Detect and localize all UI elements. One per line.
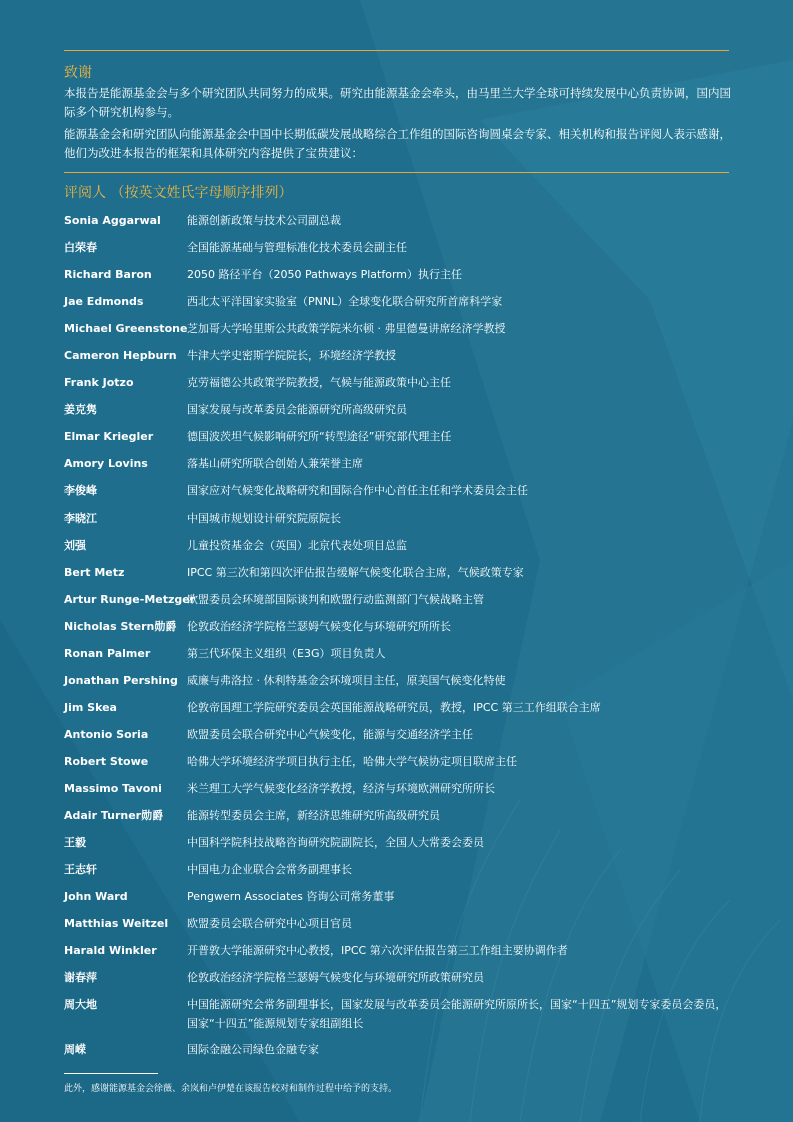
- reviewer-name: Adair Turner勋爵: [64, 809, 164, 823]
- reviewer-row: [64, 536, 732, 563]
- reviewer-title: 中国电力企业联合会常务副理事长: [187, 863, 352, 877]
- reviewer-row: [64, 968, 732, 995]
- reviewer-name: 李晓江: [64, 511, 97, 525]
- footnote-divider: [64, 1073, 158, 1074]
- reviewer-title: 第三代环保主义组织（E3G）项目负责人: [187, 646, 386, 660]
- reviewer-name: 周大地: [64, 998, 97, 1012]
- reviewer-name: Harald Winkler: [64, 944, 157, 958]
- reviewer-row: [64, 806, 732, 833]
- reviewer-list: [64, 211, 732, 1067]
- reviewers-heading: 评阅人 （按英文姓氏字母顺序排列）: [64, 185, 293, 201]
- reviewer-row: [64, 1040, 732, 1067]
- reviewer-title: 伦敦帝国理工学院研究委员会英国能源战略研究员，教授，IPCC 第三工作组联合主席: [187, 700, 601, 714]
- reviewer-name: 姜克隽: [64, 403, 97, 417]
- reviewer-row: [64, 319, 732, 346]
- reviewer-title: 开普敦大学能源研究中心教授，IPCC 第六次评估报告第三工作组主要协调作者: [187, 944, 568, 958]
- reviewer-title: 国家应对气候变化战略研究和国际合作中心首任主任和学术委员会主任: [187, 484, 528, 498]
- reviewer-title: 落基山研究所联合创始人兼荣誉主席: [187, 457, 363, 471]
- reviewer-row: [64, 617, 732, 644]
- reviewer-title: 欧盟委员会环境部国际谈判和欧盟行动监测部门气候战略主管: [187, 592, 484, 606]
- reviewer-row: [64, 941, 732, 968]
- reviewer-title: 米兰理工大学气候变化经济学教授，经济与环境欧洲研究所所长: [187, 781, 495, 795]
- reviewer-title: 克劳福德公共政策学院教授，气候与能源政策中心主任: [187, 376, 451, 390]
- reviewer-row: [64, 725, 732, 752]
- reviewer-name: Jae Edmonds: [64, 295, 144, 309]
- reviewer-name: 谢春萍: [64, 971, 97, 985]
- reviewer-row: [64, 698, 732, 725]
- reviewer-row: [64, 833, 732, 860]
- reviewer-row: [64, 779, 732, 806]
- reviewer-title: 伦敦政治经济学院格兰瑟姆气候变化与环境研究所政策研究员: [187, 971, 484, 985]
- reviewer-name: Antonio Soria: [64, 727, 149, 741]
- reviewer-row: [64, 860, 732, 887]
- reviewer-title: 欧盟委员会联合研究中心项目官员: [187, 917, 352, 931]
- reviewer-title: 全国能源基础与管理标准化技术委员会副主任: [187, 241, 407, 255]
- reviewer-row: [64, 481, 732, 508]
- reviewer-title: 中国科学院科技战略咨询研究院副院长，全国人大常委会委员: [187, 836, 484, 850]
- reviewer-name: 王志轩: [64, 863, 97, 877]
- reviewer-row: [64, 563, 732, 590]
- reviewer-title: 中国能源研究会常务副理事长，国家发展与改革委员会能源研究所原所长，国家“十四五”规划专家委员会委员，国家“十四五”能源规划专家组副组长: [187, 998, 727, 1031]
- reviewer-row: [64, 373, 732, 400]
- reviewer-row: [64, 346, 732, 373]
- reviewer-title: 牛津大学史密斯学院院长，环境经济学教授: [187, 349, 396, 363]
- reviewer-name: Nicholas Stern勋爵: [64, 619, 177, 633]
- reviewer-title: 威廉与弗洛拉 · 休利特基金会环境项目主任，原美国气候变化特使: [187, 673, 506, 687]
- reviewer-row: [64, 590, 732, 617]
- reviewer-name: Matthias Weitzel: [64, 917, 169, 931]
- acknowledgement-paragraph-1: 本报告是能源基金会与多个研究团队共同努力的成果。研究由能源基金会牵头，由马里兰大学全球可持续发展中心负责协调，国内国际多个研究机构参与。: [64, 86, 731, 119]
- reviewer-title: 能源创新政策与技术公司副总裁: [187, 214, 341, 227]
- reviewer-row: [64, 644, 732, 671]
- reviewer-title: 能源转型委员会主席，新经济思维研究所高级研究员: [187, 809, 440, 823]
- reviewer-name: Artur Runge-Metzger: [64, 592, 196, 606]
- reviewer-row: [64, 671, 732, 698]
- reviewer-name: Amory Lovins: [64, 457, 148, 471]
- reviewer-name: Cameron Hepburn: [64, 349, 177, 363]
- reviewer-row: [64, 914, 732, 941]
- reviewer-row: [64, 238, 732, 265]
- reviewer-name: 刘强: [64, 538, 86, 552]
- reviewer-name: Robert Stowe: [64, 754, 149, 768]
- reviewer-name: Frank Jotzo: [64, 376, 134, 390]
- reviewer-title: 芝加哥大学哈里斯公共政策学院米尔顿 · 弗里德曼讲席经济学教授: [187, 322, 506, 336]
- reviewer-title: 哈佛大学环境经济学项目执行主任，哈佛大学气候协定项目联席主任: [187, 754, 517, 768]
- reviewer-row: [64, 752, 732, 779]
- reviewer-title: Pengwern Associates 咨询公司常务董事: [187, 890, 395, 904]
- reviewer-name: Sonia Aggarwal: [64, 214, 161, 227]
- reviewer-title: 国家发展与改革委员会能源研究所高级研究员: [187, 403, 407, 417]
- reviewer-name: 李俊峰: [64, 484, 97, 498]
- reviewer-row: [64, 265, 732, 292]
- reviewer-name: Ronan Palmer: [64, 646, 151, 660]
- reviewer-row: [64, 995, 732, 1040]
- footnote: 此外，感谢能源基金会徐薇、余岚和卢伊楚在该报告校对和制作过程中给予的支持。: [64, 1084, 398, 1094]
- acknowledgement-paragraph-2: 能源基金会和研究团队向能源基金会中国中长期低碳发展战略综合工作组的国际咨询圆桌会专家、相关机构和报告评阅人表示感谢，他们为改进本报告的框架和具体研究内容提供了宝贵建议：: [64, 127, 731, 160]
- reviewer-row: [64, 454, 732, 481]
- reviewer-name: 白荣春: [64, 241, 97, 255]
- reviewer-row: [64, 400, 732, 427]
- reviewer-name: Richard Baron: [64, 268, 152, 282]
- acknowledgement-heading: 致谢: [64, 65, 92, 81]
- reviewer-title: 中国城市规划设计研究院原院长: [187, 511, 341, 525]
- reviewer-title: IPCC 第三次和第四次评估报告缓解气候变化联合主席，气候政策专家: [187, 565, 524, 579]
- reviewer-title: 儿童投资基金会（英国）北京代表处项目总监: [187, 538, 407, 552]
- top-divider: [64, 50, 729, 51]
- reviewer-title: 2050 路径平台（2050 Pathways Platform）执行主任: [187, 268, 463, 282]
- reviewer-name: 王毅: [64, 836, 86, 850]
- reviewer-row: [64, 887, 732, 914]
- reviewer-name: John Ward: [64, 890, 128, 904]
- reviewer-row: [64, 509, 732, 536]
- reviewer-title: 国际金融公司绿色金融专家: [187, 1043, 319, 1057]
- reviewer-row: [64, 292, 732, 319]
- reviewer-title: 伦敦政治经济学院格兰瑟姆气候变化与环境研究所所长: [187, 619, 451, 633]
- section-divider: [64, 172, 729, 173]
- reviewer-name: Jonathan Pershing: [64, 673, 178, 687]
- reviewer-name: 周嵘: [64, 1043, 86, 1057]
- reviewer-name: Massimo Tavoni: [64, 781, 162, 795]
- reviewer-title: 欧盟委员会联合研究中心气候变化，能源与交通经济学主任: [187, 727, 473, 741]
- reviewer-name: Elmar Kriegler: [64, 430, 154, 444]
- reviewer-name: Bert Metz: [64, 565, 125, 579]
- reviewer-title: 西北太平洋国家实验室（PNNL）全球变化联合研究所首席科学家: [187, 295, 503, 309]
- reviewer-row: [64, 211, 732, 238]
- reviewer-row: [64, 427, 732, 454]
- reviewer-name: Michael Greenstone: [64, 322, 188, 336]
- reviewer-name: Jim Skea: [64, 700, 117, 714]
- reviewer-title: 德国波茨坦气候影响研究所“转型途径”研究部代理主任: [187, 430, 452, 444]
